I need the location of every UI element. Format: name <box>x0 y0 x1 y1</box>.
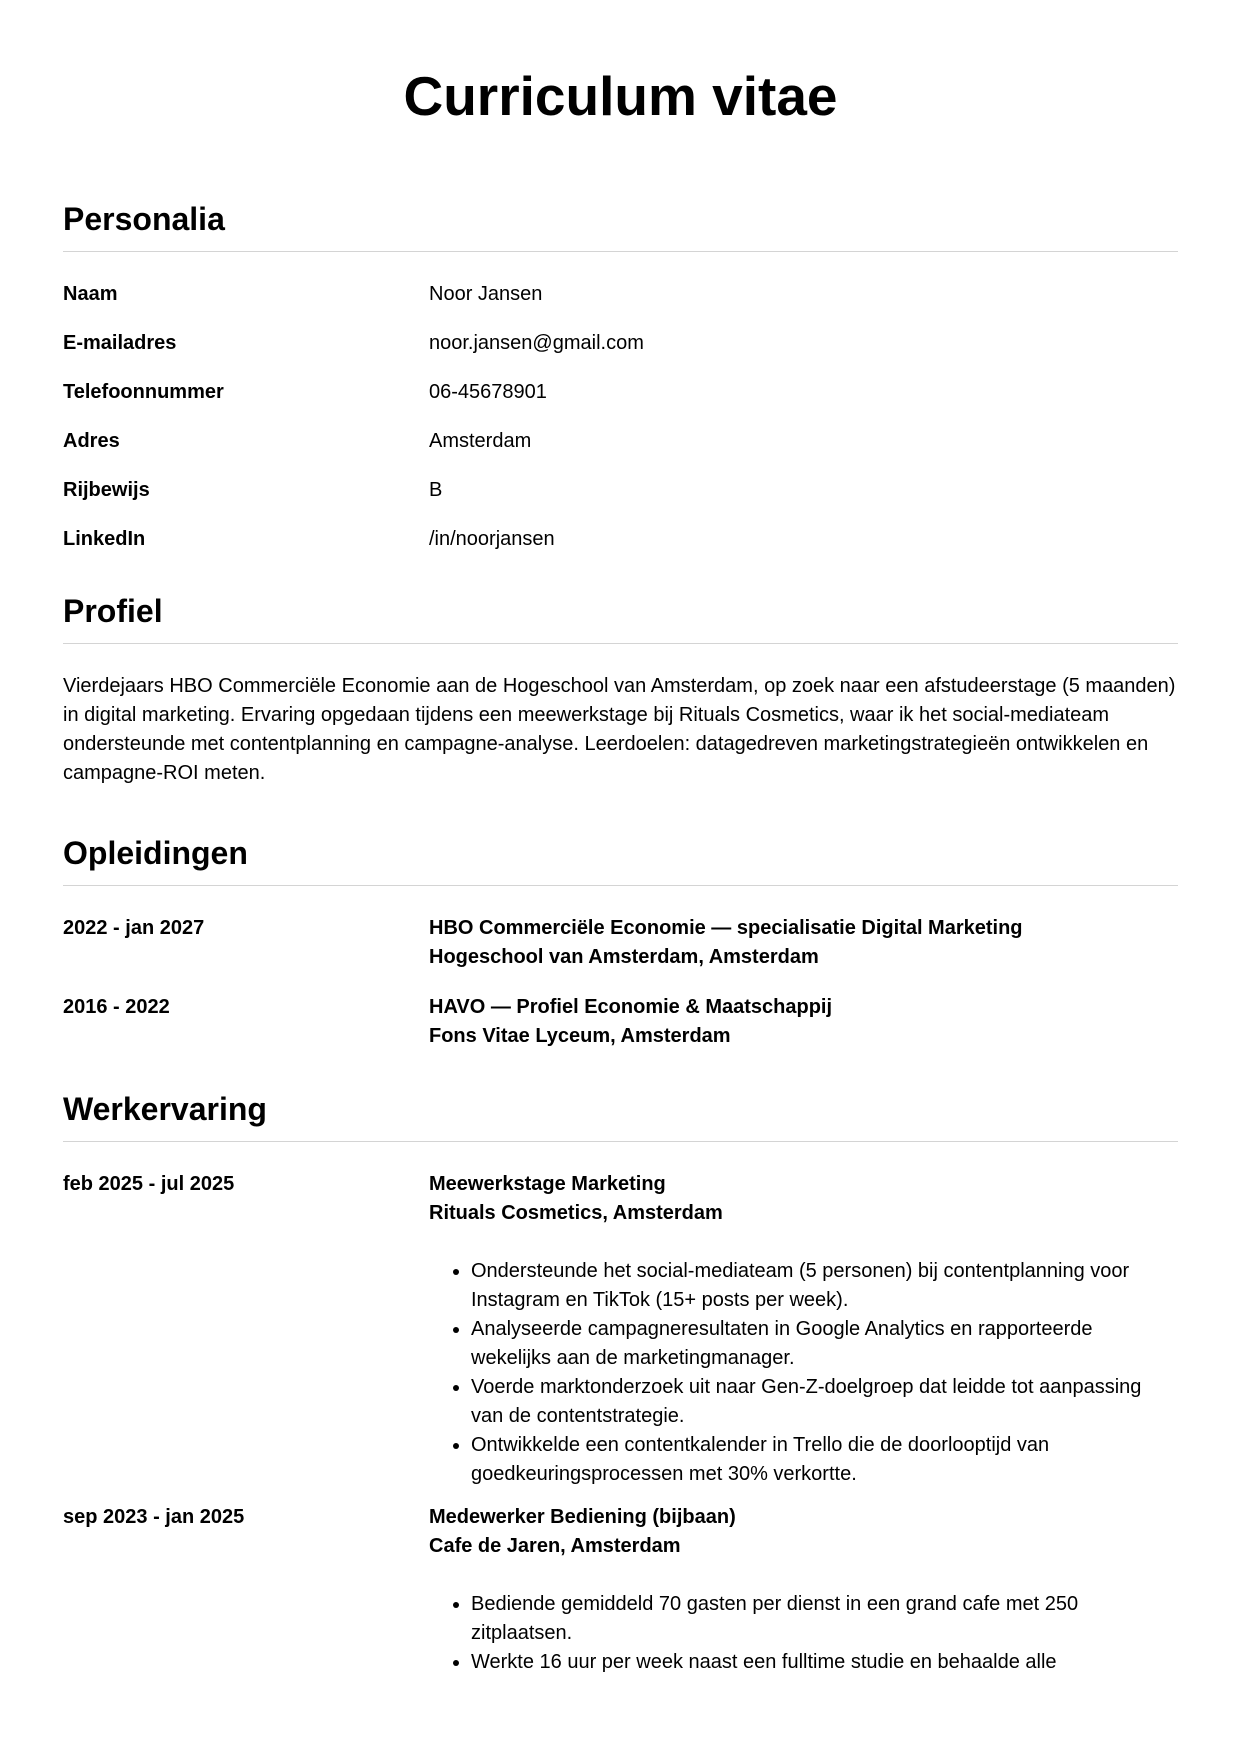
section-heading-werkervaring: Werkervaring <box>63 1091 267 1127</box>
experience-period: feb 2025 - jul 2025 <box>63 1173 235 1195</box>
experience-item <box>63 1170 1178 1489</box>
experience-company: Rituals Cosmetics, Amsterdam <box>429 1202 723 1224</box>
education-item <box>63 993 1178 1051</box>
personalia-label: Adres <box>63 430 120 452</box>
list-item: • Bediende gemiddeld 70 gasten per dienst in een grand cafe met 250 zitplaatsen. <box>471 1590 1178 1648</box>
personalia-row-telefoon <box>63 378 1178 407</box>
experience-bullets <box>429 1257 1178 1489</box>
education-institution: Hogeschool van Amsterdam, Amsterdam <box>429 946 819 968</box>
education-title: HBO Commerciële Economie — specialisatie Digital Marketing <box>429 917 1023 939</box>
personalia-value: Noor Jansen <box>429 283 543 305</box>
experience-details <box>429 1170 1178 1489</box>
experience-title: Medewerker Bediening (bijbaan) <box>429 1506 736 1528</box>
section-heading-profiel: Profiel <box>63 593 163 629</box>
personalia-row-linkedin <box>63 525 1178 554</box>
section-werkervaring <box>63 1051 1178 1677</box>
experience-bullets <box>429 1590 1178 1677</box>
education-item <box>63 914 1178 972</box>
personalia-value: Amsterdam <box>429 430 532 452</box>
personalia-value: noor.jansen@gmail.com <box>429 332 644 354</box>
education-list <box>63 886 1178 1051</box>
personalia-label: Naam <box>63 283 118 305</box>
list-item: • Ondersteunde het social-mediateam (5 personen) bij contentplanning voor Instagram en TikTok (15+ posts per week). <box>471 1257 1178 1315</box>
section-heading-personalia: Personalia <box>63 201 225 237</box>
personalia-label: Telefoonnummer <box>63 381 224 403</box>
list-item: • Ontwikkelde een contentkalender in Trello die de doorlooptijd van goedkeuringsprocessen met 30% verkortte. <box>471 1431 1178 1489</box>
experience-period: sep 2023 - jan 2025 <box>63 1506 245 1528</box>
education-period: 2022 - jan 2027 <box>63 917 205 939</box>
personalia-value: 06-45678901 <box>429 381 547 403</box>
list-item: • Analyseerde campagneresultaten in Google Analytics en rapporteerde wekelijks aan de marketingmanager. <box>471 1315 1178 1373</box>
experience-item <box>63 1503 1178 1677</box>
experience-details <box>429 1503 1178 1677</box>
section-heading-opleidingen: Opleidingen <box>63 835 248 871</box>
personalia-label: Rijbewijs <box>63 479 150 501</box>
education-title: HAVO — Profiel Economie & Maatschappij <box>429 996 833 1018</box>
personalia-label: LinkedIn <box>63 528 146 550</box>
personalia-value: /in/noorjansen <box>429 528 555 550</box>
experience-company: Cafe de Jaren, Amsterdam <box>429 1535 681 1557</box>
section-opleidingen <box>63 788 1178 1051</box>
section-divider <box>63 643 1178 644</box>
section-profiel <box>63 554 1178 788</box>
personalia-label: E-mailadres <box>63 332 177 354</box>
education-institution: Fons Vitae Lyceum, Amsterdam <box>429 1025 731 1047</box>
personalia-row-email <box>63 329 1178 358</box>
list-item: • Werkte 16 uur per week naast een fulltime studie en behaalde alle <box>471 1648 1178 1677</box>
personalia-row-naam <box>63 280 1178 309</box>
education-details <box>429 993 1178 1051</box>
education-details <box>429 914 1178 972</box>
section-personalia <box>63 164 1178 554</box>
document-title: Curriculum vitae <box>403 65 838 127</box>
experience-title: Meewerkstage Marketing <box>429 1173 666 1195</box>
personalia-row-adres <box>63 427 1178 456</box>
personalia-list <box>63 252 1178 554</box>
list-item: • Voerde marktonderzoek uit naar Gen-Z-doelgroep dat leidde tot aanpassing van de contentstrategie. <box>471 1373 1178 1431</box>
personalia-row-rijbewijs <box>63 476 1178 505</box>
personalia-value: B <box>429 479 443 501</box>
education-period: 2016 - 2022 <box>63 996 170 1018</box>
experience-list <box>63 1142 1178 1677</box>
profile-summary: Vierdejaars HBO Commerciële Economie aan de Hogeschool van Amsterdam, op zoek naar een afstudeerstage (5 maanden) in digital marketing. Ervaring opgedaan tijdens een meewerkstage bij Rituals Cosmetics, waar ik het social-mediateam ondersteunde met contentplanning en campagne-analyse. Leerdoelen: datagedreven marketingstrategieën ontwikkelen en campagne-ROI meten. <box>63 675 1176 784</box>
